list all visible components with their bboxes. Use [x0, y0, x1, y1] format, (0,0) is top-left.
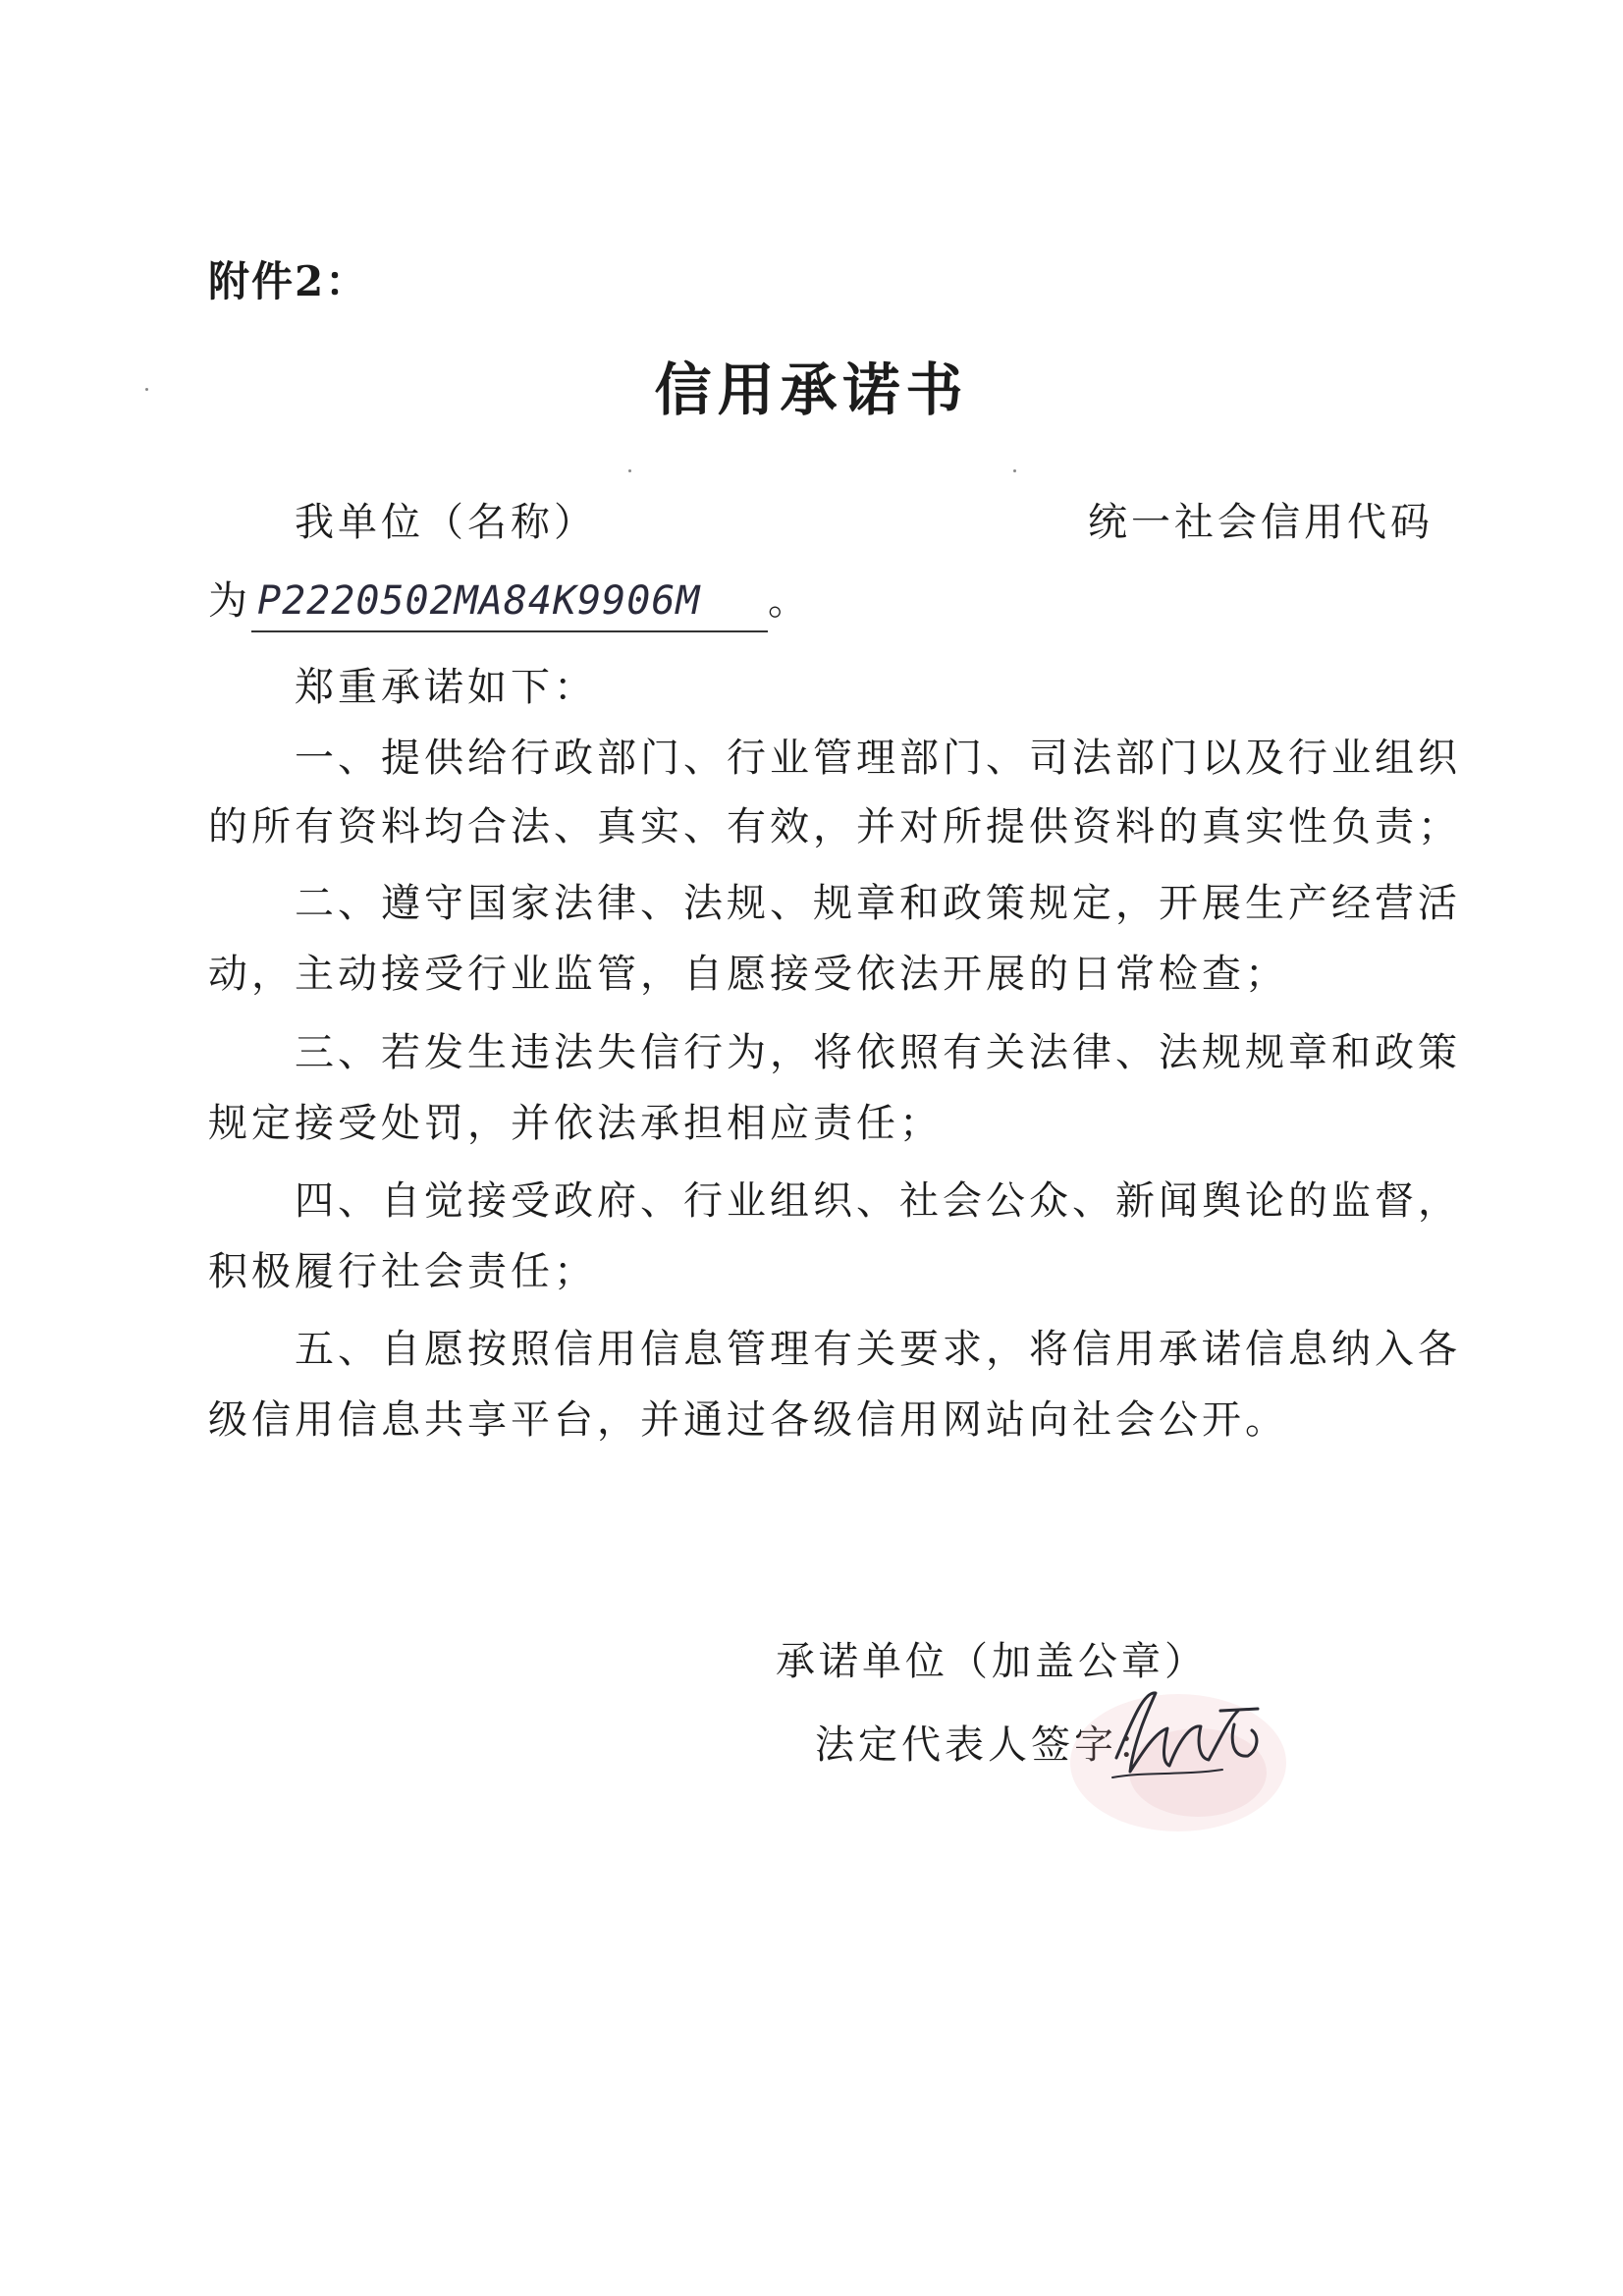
intro-line2-prefix: 为 [208, 578, 251, 624]
intro-line-2 [208, 572, 811, 632]
commitment-3-line-1: 三、若发生违法失信行为，将依照有关法律、法规规章和政策 [295, 1030, 1461, 1075]
committing-unit-label: 承诺单位（加盖公章） [776, 1639, 1208, 1684]
intro-line-1 [295, 493, 1434, 552]
intro-suffix: 统一社会信用代码 [1088, 500, 1434, 545]
commitment-2-line-1: 二、遵守国家法律、法规、规章和政策规定，开展生产经营活 [295, 881, 1461, 926]
credit-code-handwritten: P2220502MA84K9906M [251, 572, 768, 632]
commitment-4-line-2: 积极履行社会责任； [208, 1249, 597, 1294]
intro-prefix: 我单位（名称） [295, 500, 597, 545]
commitment-5-line-1: 五、自愿按照信用信息管理有关要求，将信用承诺信息纳入各 [295, 1327, 1461, 1372]
commitment-intro: 郑重承诺如下： [295, 665, 597, 710]
commitment-2-line-2: 动，主动接受行业监管，自愿接受依法开展的日常检查； [208, 952, 1288, 997]
legal-rep-signature-label: 法定代表人签字： [815, 1722, 1161, 1768]
unit-name-handwritten [597, 496, 1088, 541]
commitment-3-line-2: 规定接受处罚，并依法承担相应责任； [208, 1101, 943, 1146]
commitment-5-line-2: 级信用信息共享平台，并通过各级信用网站向社会公开。 [208, 1397, 1288, 1443]
document-title: 信用承诺书 [654, 356, 969, 423]
scan-speck [1013, 469, 1016, 472]
commitment-4-line-1: 四、自觉接受政府、行业组织、社会公众、新闻舆论的监督， [295, 1178, 1461, 1224]
attachment-label: 附件2： [208, 257, 369, 305]
commitment-1-line-2: 的所有资料均合法、真实、有效，并对所提供资料的真实性负责； [208, 804, 1461, 849]
handwritten-signature [1105, 1681, 1271, 1789]
scan-speck [628, 469, 631, 472]
commitment-1-line-1: 一、提供给行政部门、行业管理部门、司法部门以及行业组织 [295, 736, 1461, 781]
intro-line2-suffix: 。 [768, 578, 811, 624]
